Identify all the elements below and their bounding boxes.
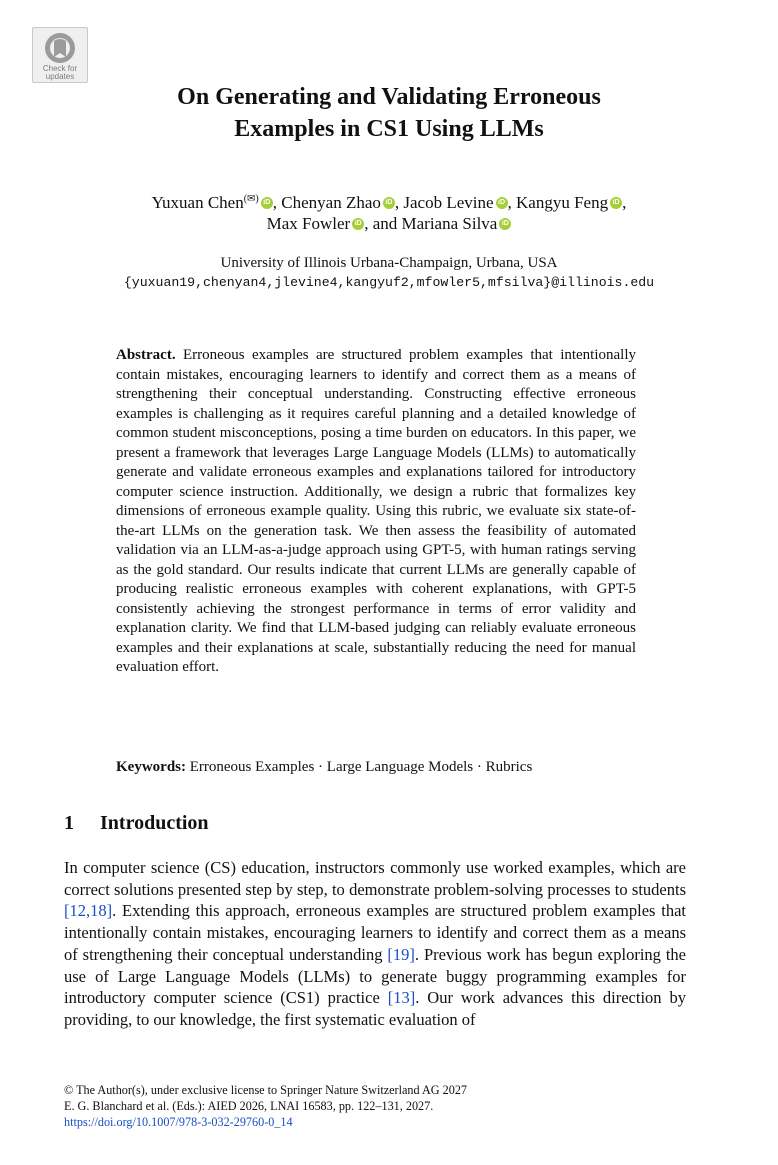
abstract-text: Erroneous examples are structured problem examples that intentionally contain mistakes, encouraging learners to identify and correct them as a means of strengthening their conceptual understanding. Constructing effective erroneous examples is challenging as it requires careful planning and a detailed knowledge of common student misconceptions, posing a time burden on educators. In this paper, we present a framework that leverages Large Language Models (LLMs) to automatically generate and validate erroneous examples and explanations tailored for introductory computer science instruction. Additionally, we design a rubric that formalizes key dimensions of erroneous example quality. Using this rubric, we evaluate six state-of-the-art LLMs on the generation task. We then assess the feasibility of automated validation via an LLM-as-a-judge approach using GPT-5, with human ratings serving as the gold standard. Our results indicate that current LLMs are generally capable of producing realistic erroneous examples with coherent explanations, with GPT-5 consistently achieving the strongest performance in terms of error validity and explanation clarity. We find that LLM-based judging can reliably evaluate erroneous examples and their explanations at scale, substantially reducing the need for manual evaluation effort. (116, 347, 637, 675)
keywords (116, 758, 676, 778)
section-heading (64, 810, 209, 836)
author-name: , and Mariana Silva (364, 214, 498, 233)
author-name: Max Fowler (266, 214, 351, 233)
intro-text: In computer science (CS) education, instructors commonly use worked examples, which are correct solutions presented step by step, to demonstrate problem-solving processes to students (64, 858, 686, 899)
citation-link[interactable]: [12,18] (64, 901, 113, 921)
orcid-icon[interactable] (610, 197, 622, 209)
orcid-icon[interactable] (383, 197, 395, 209)
author-name: , Jacob Levine (394, 193, 494, 212)
abstract (116, 346, 636, 678)
orcid-icon[interactable] (499, 218, 511, 230)
author-name: Yuxuan Chen (151, 193, 244, 212)
orcid-icon[interactable] (352, 218, 364, 230)
orcid-icon[interactable] (496, 197, 508, 209)
title-line-2: Examples in CS1 Using LLMs (234, 116, 544, 142)
author-emails[interactable]: {yuxuan19,chenyan4,jlevine4,kangyuf2,mfowler5,mfsilva}@illinois.edu (123, 275, 655, 290)
badge-line-1: Check for (42, 64, 78, 73)
page-footer (64, 1082, 704, 1130)
section-number: 1 (64, 812, 74, 834)
author-separator: , (622, 193, 627, 212)
abstract-label: Abstract. (116, 347, 176, 363)
affiliation: University of Illinois Urbana-Champaign, Urbana, USA (220, 255, 558, 271)
keywords-label: Keywords: (116, 759, 186, 775)
intro-text: . Extending this approach, erroneous examples are structured problem examples that intentionally contain mistakes, encouraging learners to identify and correct them as a means of strengthening their conceptual understanding (64, 901, 686, 964)
section-title: Introduction (100, 812, 209, 834)
author-name: , Chenyan Zhao (272, 193, 381, 212)
corresponding-author-mark: (✉) (243, 193, 259, 205)
doi-link[interactable]: https://doi.org/10.1007/978-3-032-29760-0_14 (64, 1115, 293, 1129)
keywords-text: Erroneous Examples · Large Language Models · Rubrics (189, 759, 533, 775)
intro-text: . Our work advances this direction by providing, to our knowledge, the first systematic evaluation of (64, 988, 686, 1029)
badge-line-2: updates (45, 72, 75, 81)
intro-text: . Previous work has begun exploring the use of Large Language Models (LLMs) to generate buggy programming examples for introductory computer science (CS1) practice (64, 944, 686, 1008)
author-list (0, 192, 778, 234)
copyright-line: © The Author(s), under exclusive license to Springer Nature Switzerland AG 2027 (64, 1083, 468, 1097)
check-updates-icon (43, 31, 77, 65)
citation-link[interactable]: [13] (387, 988, 416, 1008)
orcid-icon[interactable] (261, 197, 273, 209)
author-name: , Kangyu Feng (507, 193, 609, 212)
introduction-paragraph (64, 857, 686, 1031)
proceedings-line: E. G. Blanchard et al. (Eds.): AIED 2026, LNAI 16583, pp. 122–131, 2027. (64, 1099, 434, 1113)
citation-link[interactable]: [19] (387, 944, 415, 964)
paper-title (0, 81, 778, 145)
check-for-updates-badge[interactable] (32, 27, 88, 83)
title-line-1: On Generating and Validating Erroneous (177, 84, 601, 110)
